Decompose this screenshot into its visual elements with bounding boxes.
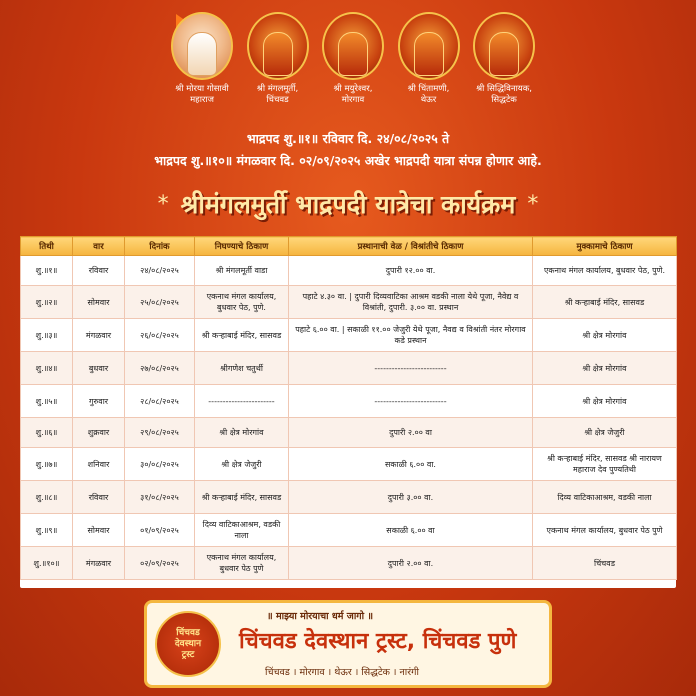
cell-time-rest: सकाळी ६.०० वा.: [289, 448, 533, 481]
cell-date: २७/०८/२०२५: [125, 352, 195, 385]
table-row: [21, 481, 677, 514]
table-row: [21, 319, 677, 352]
footer-places: चिंचवड । मोरगाव । थेऊर । सिद्धटेक । नारंगी: [265, 667, 419, 678]
cell-halt: एकनाथ मंगल कार्यालय, बुधवार पेठ, पुणे.: [533, 256, 677, 286]
portrait-caption: श्री मंगलमूर्ती, चिंचवड: [256, 84, 299, 105]
cell-halt: श्री क्षेत्र जेजुरी: [533, 418, 677, 448]
cell-var: बुधवार: [73, 352, 125, 385]
portrait-mangalmurti: [244, 12, 312, 124]
cell-var: रविवार: [73, 256, 125, 286]
cell-tithi: शु.॥५॥: [21, 385, 73, 418]
cell-date: ०१/०९/२०२५: [125, 514, 195, 547]
footer-org-name: चिंचवड देवस्थान ट्रस्ट, चिंचवड पुणे: [239, 629, 517, 654]
cell-departure: श्री क्षेत्र मोरगांव: [195, 418, 289, 448]
cell-var: रविवार: [73, 481, 125, 514]
table-body: [21, 256, 677, 580]
portrait-mayureshwar: [319, 12, 387, 124]
cell-halt: एकनाथ मंगल कार्यालय, बुधवार पेठ पुणे: [533, 514, 677, 547]
portrait-caption: श्री चिंतामणी, थेऊर: [407, 84, 450, 105]
cell-departure: एकनाथ मंगल कार्यालय, बुधवार पेठ पुणे: [195, 547, 289, 580]
portrait-caption: श्री मयुरेश्वर, मोरगाव: [333, 84, 373, 105]
cell-halt: श्री क्षेत्र मोरगांव: [533, 385, 677, 418]
cell-tithi: शु.॥१०॥: [21, 547, 73, 580]
cell-time-rest: दुपारी १२.०० वा.: [289, 256, 533, 286]
table-row: [21, 286, 677, 319]
cell-var: सोमवार: [73, 286, 125, 319]
cell-tithi: शु.॥७॥: [21, 448, 73, 481]
header-halt: मुक्कामाचे ठिकाण: [533, 237, 677, 256]
cell-var: गुरुवार: [73, 385, 125, 418]
deity-idol-icon: [247, 12, 309, 80]
schedule-table: [20, 236, 676, 588]
portrait-caption: श्री सिद्धिविनायक, सिद्धटेक: [476, 84, 532, 105]
cell-halt: श्री क्षेत्र मोरगांव: [533, 352, 677, 385]
cell-departure: दिव्य वाटिकाआश्रम, वडकी नाला: [195, 514, 289, 547]
cell-var: शनिवार: [73, 448, 125, 481]
cell-time-rest: दुपारी २.०० वा: [289, 418, 533, 448]
cell-var: मंगळवार: [73, 547, 125, 580]
table-row: [21, 256, 677, 286]
deity-idol-icon: [473, 12, 535, 80]
title-row: [0, 180, 696, 228]
portrait-caption: श्री मोरया गोसावी महाराज: [175, 84, 229, 105]
cell-departure: श्रीगणेश चतुर्थी: [195, 352, 289, 385]
trust-logo: चिंचवड देवस्थान ट्रस्ट: [155, 611, 221, 677]
cell-time-rest: -------------------------: [289, 352, 533, 385]
cell-var: मंगळवार: [73, 319, 125, 352]
page-title: श्रीमंगलमुर्ती भाद्रपदी यात्रेचा कार्यक्रम: [180, 190, 516, 219]
portrait-chintamani: [395, 12, 463, 124]
cell-departure: श्री मंगलमूर्ती वाडा: [195, 256, 289, 286]
footer-banner: [144, 600, 552, 688]
cell-tithi: शु.॥३॥: [21, 319, 73, 352]
table-row: [21, 418, 677, 448]
cell-departure: श्री कऱ्हाबाई मंदिर, सासवड: [195, 319, 289, 352]
table-row: [21, 547, 677, 580]
cell-date: २५/०८/२०२५: [125, 286, 195, 319]
table-row: [21, 352, 677, 385]
cell-tithi: शु.॥८॥: [21, 481, 73, 514]
star-icon: *: [527, 191, 539, 217]
cell-departure: एकनाथ मंगल कार्यालय, बुधवार पेठ, पुणे.: [195, 286, 289, 319]
cell-departure: श्री कऱ्हाबाई मंदिर, सासवड: [195, 481, 289, 514]
deity-portraits: [168, 12, 538, 124]
portrait-moraya-gosavi: [168, 12, 236, 124]
footer-tagline: ॥ माझ्या मोरयाचा धर्म जागो ॥: [267, 611, 374, 622]
cell-halt: श्री कऱ्हाबाई मंदिर, सासवड: [533, 286, 677, 319]
cell-departure: श्री क्षेत्र जेजुरी: [195, 448, 289, 481]
portrait-siddhivinayak: [470, 12, 538, 124]
cell-time-rest: पहाटे ४.३० वा. | दुपारी दिव्यवाटिका आश्रम वडकी नाला येथे पूजा, नैवेद्य व विश्रांती, दुपारी. ३.०० वा. प्रस्थान: [289, 286, 533, 319]
cell-tithi: शु.॥९॥: [21, 514, 73, 547]
cell-halt: श्री कऱ्हाबाई मंदिर, सासवड श्री नारायण महाराज देव पुण्यतिथी: [533, 448, 677, 481]
header-var: वार: [73, 237, 125, 256]
cell-time-rest: दुपारी २.०० वा.: [289, 547, 533, 580]
cell-date: २४/०८/२०२५: [125, 256, 195, 286]
header-tithi: तिथी: [21, 237, 73, 256]
header-time-rest: प्रस्थानाची वेळ / विश्रांतीचे ठिकाण: [289, 237, 533, 256]
table-header-row: [21, 237, 677, 256]
cell-halt: चिंचवड: [533, 547, 677, 580]
announcement-line-2: भाद्रपद शु.॥१०॥ मंगळवार दि. ०२/०९/२०२५ अखेर भाद्रपदी यात्रा संपन्न होणार आहे.: [154, 153, 542, 168]
cell-tithi: शु.॥२॥: [21, 286, 73, 319]
star-icon: *: [157, 191, 169, 217]
cell-date: ३१/०८/२०२५: [125, 481, 195, 514]
cell-date: ०२/०९/२०२५: [125, 547, 195, 580]
cell-time-rest: दुपारी ३.०० वा.: [289, 481, 533, 514]
header-departure: निघण्याचे ठिकाण: [195, 237, 289, 256]
header-date: दिनांक: [125, 237, 195, 256]
cell-tithi: शु.॥१॥: [21, 256, 73, 286]
table-row: [21, 385, 677, 418]
cell-time-rest: पहाटे ६.०० वा. | सकाळी ११.०० जेजुरी येथे पूजा, नैवद्य व विश्रांती नंतर मोरगाव कडे प्रस्थान: [289, 319, 533, 352]
deity-idol-icon: [398, 12, 460, 80]
cell-date: २६/०८/२०२५: [125, 319, 195, 352]
cell-date: २९/०८/२०२५: [125, 418, 195, 448]
cell-halt: श्री क्षेत्र मोरगांव: [533, 319, 677, 352]
cell-var: शुक्रवार: [73, 418, 125, 448]
cell-date: २८/०८/२०२५: [125, 385, 195, 418]
cell-date: ३०/०८/२०२५: [125, 448, 195, 481]
announcement-line-1: भाद्रपद शु.॥१॥ रविवार दि. २४/०८/२०२५ ते: [246, 131, 450, 146]
cell-time-rest: सकाळी ६.०० वा: [289, 514, 533, 547]
cell-tithi: शु.॥४॥: [21, 352, 73, 385]
deity-idol-icon: [322, 12, 384, 80]
cell-departure: -----------------------: [195, 385, 289, 418]
sage-portrait-icon: [171, 12, 233, 80]
cell-var: सोमवार: [73, 514, 125, 547]
cell-tithi: शु.॥६॥: [21, 418, 73, 448]
table-row: [21, 514, 677, 547]
cell-time-rest: -------------------------: [289, 385, 533, 418]
table-row: [21, 448, 677, 481]
yatra-announcement: [0, 128, 696, 172]
cell-halt: दिव्य वाटिकाआश्रम, वडकी नाला: [533, 481, 677, 514]
